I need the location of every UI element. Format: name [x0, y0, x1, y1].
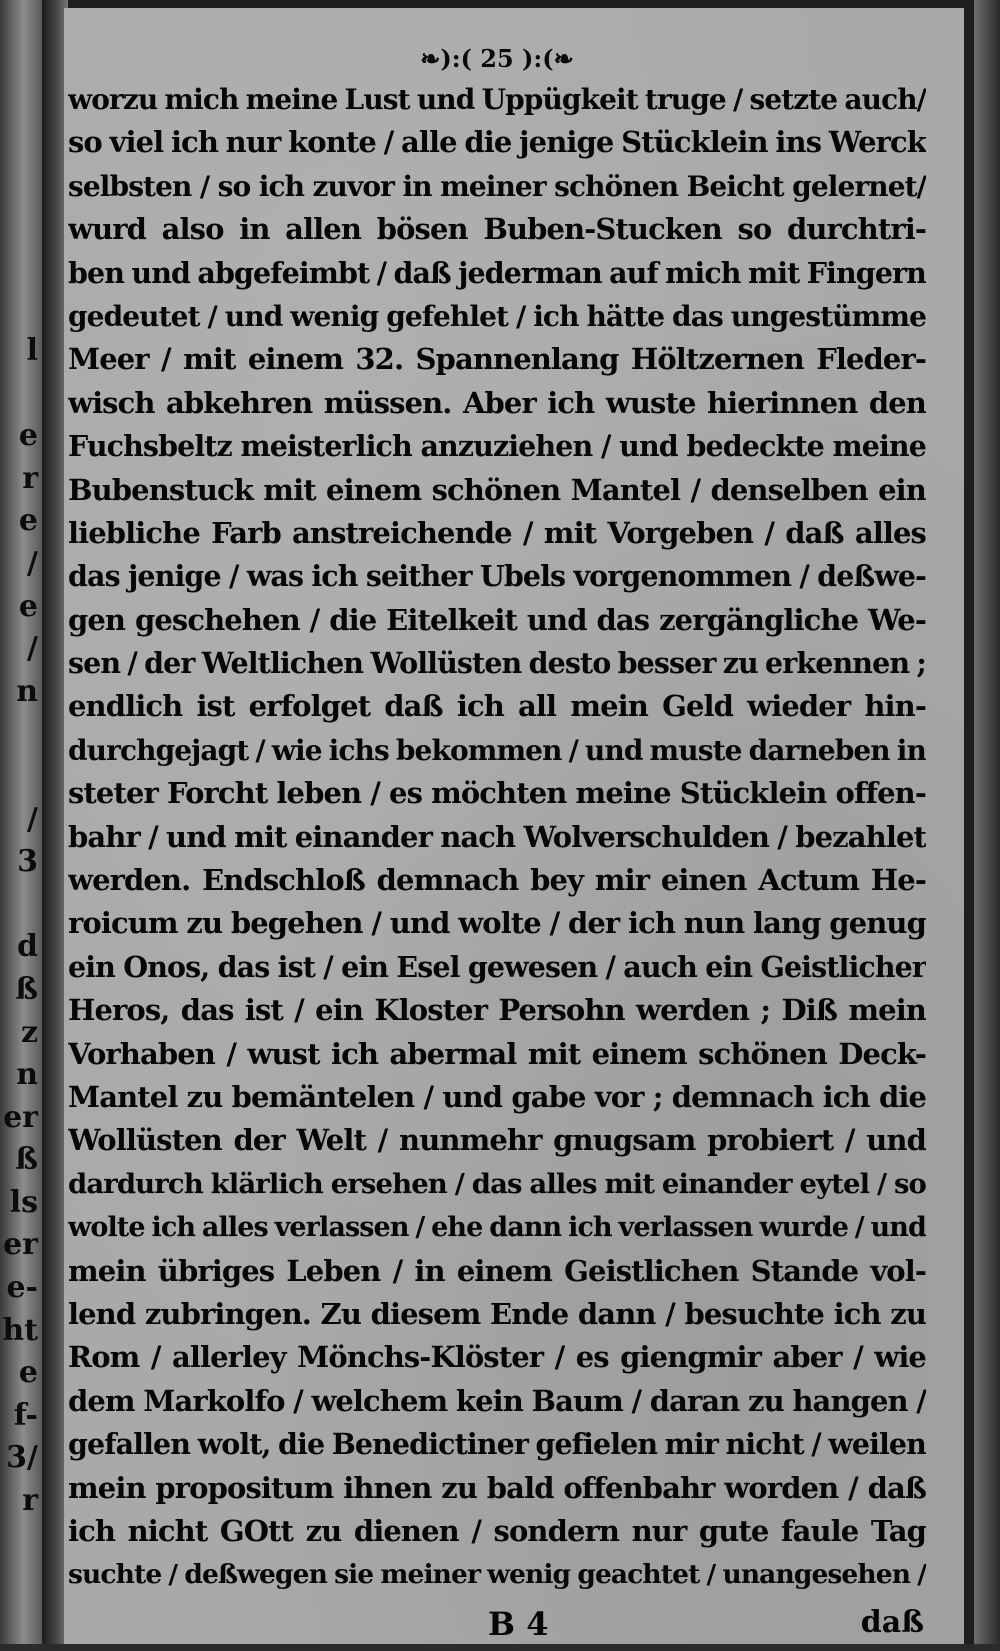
previous-page-fragment: er	[3, 1099, 38, 1135]
previous-page-fragment: d	[17, 929, 38, 965]
text-line: ein Onos, das ist / ein Esel gewesen / auch ein Geistlicher	[68, 949, 926, 984]
text-line: Fuchsbeltz meisterlich anzuziehen / und bedeckte meine	[68, 429, 926, 464]
text-line: gefallen wolt, die Benedictiner gefielen mir nicht / weilen	[68, 1427, 926, 1462]
catchword: daß	[860, 1604, 924, 1640]
previous-page-fragment: ß	[15, 971, 38, 1007]
previous-page-fragment: e	[18, 1355, 38, 1391]
text-line: durchgejagt / wie ichs bekommen / und muste darneben in	[68, 733, 926, 767]
previous-page-edge	[0, 0, 42, 1644]
text-line: roicum zu begehen / und wolte / der ich nun lang genug	[68, 906, 926, 941]
running-header: ❧):( 25 ):(❧	[420, 44, 574, 73]
previous-page-fragment	[0, 884, 42, 927]
text-line: Mantel zu bemäntelen / und gabe vor ; demnach ich die	[68, 1079, 926, 1114]
previous-page-fragment: f-	[13, 1397, 38, 1433]
text-line: Heros, das ist / ein Kloster Persohn werden ; Diß mein	[68, 993, 926, 1028]
text-line: werden. Endschloß demnach bey mir einen Actum He-	[68, 863, 926, 898]
text-line: lend zubringen. Zu diesem Ende dann / besuchte ich zu	[68, 1296, 926, 1331]
text-line: selbsten / so ich zuvor in meiner schönen Beicht gelernet/	[68, 169, 926, 203]
previous-page-fragment: e	[18, 503, 38, 539]
previous-page-fragment: e	[18, 588, 38, 624]
page-footer	[68, 1601, 926, 1651]
previous-page-fragment: /	[27, 631, 38, 667]
previous-page-fragment: n	[16, 673, 38, 709]
text-line: wisch abkehren müssen. Aber ich wuste hierinnen den	[68, 385, 926, 420]
text-line: mein übriges Leben / in einem Geistlichen Stande vol-	[68, 1253, 926, 1288]
previous-page-fragment: l	[26, 333, 38, 368]
text-line: sen / der Weltlichen Wollüsten desto besser zu erkennen ;	[68, 646, 926, 681]
previous-page-fragment: e	[18, 418, 38, 454]
text-line: Vorhaben / wust ich abermal mit einem schönen Deck-	[68, 1036, 926, 1071]
text-line: dem Markolfo / welchem kein Baum / daran zu hangen /	[68, 1383, 926, 1418]
text-line: endlich ist erfolget daß ich all mein Geld wieder hin-	[68, 689, 926, 724]
text-line: das jenige / was ich seither Ubels vorgenommen / deßwe-	[68, 559, 926, 594]
previous-page-fragment: r	[22, 460, 38, 496]
previous-page-fragment: /	[27, 545, 38, 581]
text-line: Rom / allerley Mönchs-Klöster / es giengmir aber / wie	[68, 1340, 926, 1375]
text-line: ich nicht GOtt zu dienen / sondern nur gute faule Tag	[68, 1513, 926, 1548]
text-line: Bubenstuck mit einem schönen Mantel / denselben ein	[68, 472, 926, 507]
text-line: wolte ich alles verlassen / ehe dann ich verlassen wurde / und	[68, 1212, 926, 1244]
page-edge	[974, 0, 1000, 1644]
previous-page-fragment: r	[22, 1483, 38, 1519]
text-line: bahr / und mit einander nach Wolverschulden / bezahlet	[68, 819, 926, 854]
previous-page-fragment: ls	[9, 1184, 38, 1220]
previous-page-fragment: ht	[2, 1312, 38, 1348]
previous-page-fragment: e-	[6, 1270, 38, 1306]
previous-page-fragment: /	[27, 801, 38, 837]
previous-page-fragments	[0, 330, 42, 1523]
text-lines	[68, 78, 926, 1597]
text-line: dardurch klärlich ersehen / das alles mit einander eytel / so	[68, 1167, 926, 1200]
text-line: worzu mich meine Lust und Uppügkeit truge / setzte auch/	[68, 83, 926, 116]
previous-page-fragment	[0, 713, 42, 756]
previous-page-fragment: er	[3, 1227, 38, 1263]
text-line: mein propositum ihnen zu bald offenbahr worden / daß	[68, 1470, 926, 1505]
previous-page-fragment	[0, 756, 42, 799]
text-line: steter Forcht leben / es möchten meine Stücklein offen-	[68, 776, 926, 811]
text-line: Wollüsten der Welt / nunmehr gnugsam probiert / und	[68, 1123, 926, 1158]
text-line: ben und abgefeimbt / daß jederman auf mich mit Fingern	[68, 255, 926, 290]
text-line: gen geschehen / die Eitelkeit und das zergängliche We-	[68, 602, 926, 637]
text-line: Meer / mit einem 32. Spannenlang Höltzernen Fleder-	[68, 342, 926, 377]
text-line: suchte / deßwegen sie meiner wenig geachtet / unangesehen /	[68, 1559, 926, 1591]
text-line: wurd also in allen bösen Buben-Stucken so durchtri-	[68, 212, 926, 247]
previous-page-fragment: 3	[17, 844, 38, 880]
previous-page-fragment	[0, 373, 42, 416]
previous-page-fragment: n	[16, 1057, 38, 1093]
previous-page-fragment: 3/	[6, 1440, 38, 1476]
text-line: gedeutet / und wenig gefehlet / ich hätte das ungestümme	[68, 299, 926, 333]
text-line: so viel ich nur konte / alle die jenige Stücklein ins Werck	[68, 125, 926, 160]
previous-page-fragment: z	[20, 1014, 38, 1050]
previous-page-fragment: ß	[15, 1142, 38, 1178]
text-line: liebliche Farb anstreichende / mit Vorgeben / daß alles	[68, 515, 926, 550]
signature-mark: B 4	[488, 1604, 549, 1643]
page-text	[68, 40, 926, 1651]
